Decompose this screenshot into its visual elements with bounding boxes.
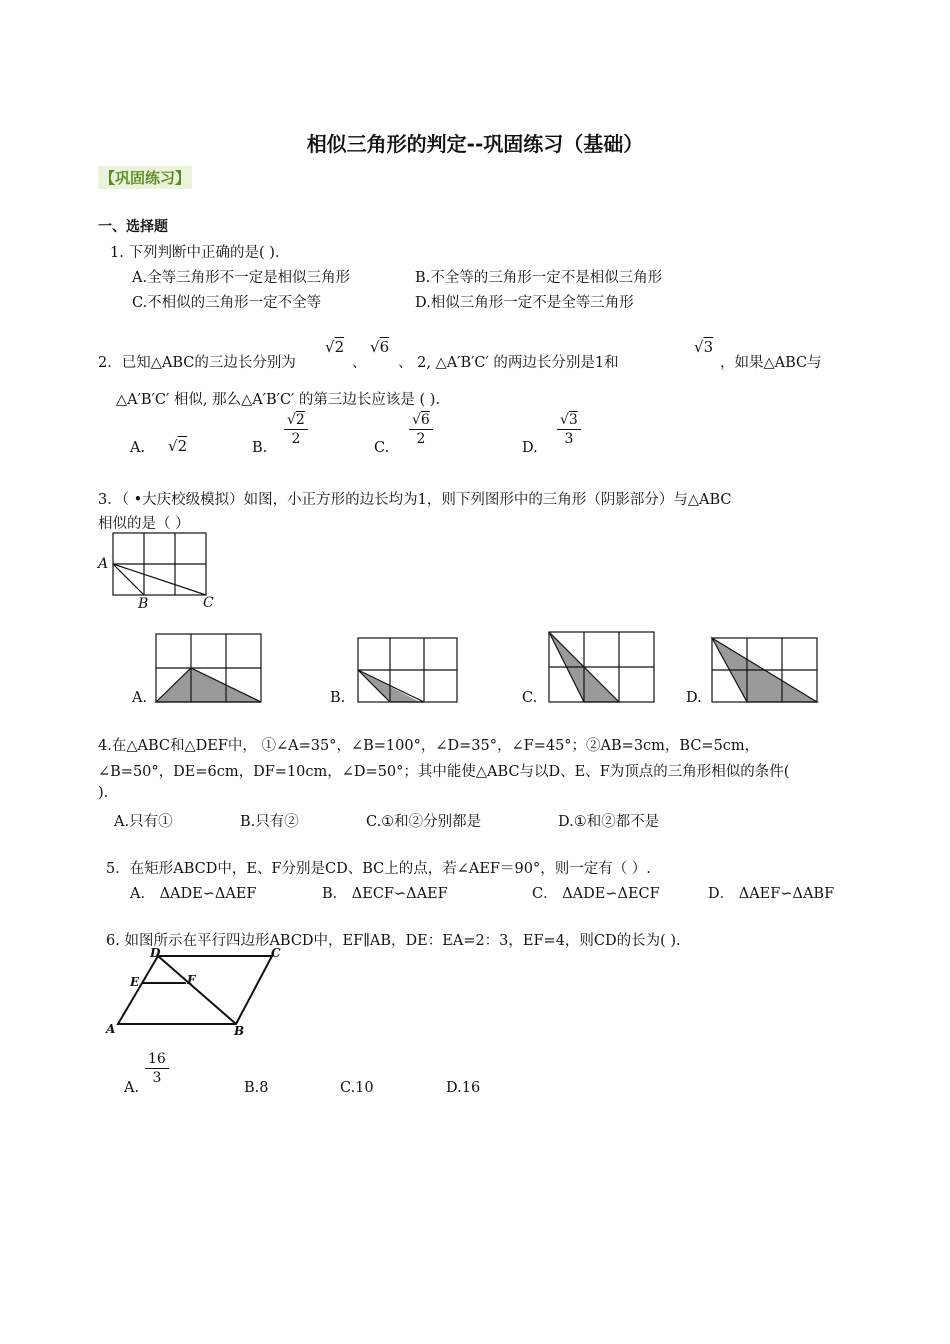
- q1-option-c: C.不相似的三角形一定不全等: [132, 295, 322, 311]
- q6-option-d: D.16: [446, 1080, 481, 1096]
- q6-option-a: A.: [124, 1080, 140, 1096]
- q6-label-c: C: [271, 946, 281, 960]
- q3-option-c-figure: [543, 628, 659, 706]
- section-heading: 一、选择题: [98, 219, 168, 235]
- q2-sqrt3-radicand: 3: [703, 338, 714, 356]
- q3-option-c: C.: [522, 690, 538, 706]
- section-tag: 【巩固练习】: [98, 166, 192, 189]
- q2-option-c-fraction: $\frac{√6}{2}$: [409, 412, 433, 447]
- q1-option-d: D.相似三角形一定不是全等三角形: [415, 295, 634, 311]
- q6-option-b: B.8: [244, 1080, 269, 1096]
- q2-sqrt2: √2: [325, 338, 345, 356]
- q1-option-b: B.不全等的三角形一定不是相似三角形: [415, 270, 663, 286]
- q5-option-c: C． ΔADE∽ΔECF: [532, 886, 660, 902]
- q6-option-a-fraction: $\frac{16}{3}$: [145, 1051, 169, 1086]
- q2-option-b-fraction: $\frac{√2}{2}$: [284, 412, 308, 447]
- q2-stem-part1: 2．已知△ABC的三边长分别为: [98, 355, 296, 371]
- q2-sep2: 、 2, △A′B′C′ 的两边长分别是1和: [398, 355, 619, 371]
- q4-line3: ).: [98, 785, 109, 801]
- q2-stem-part2: ，如果△ABC与: [720, 355, 822, 371]
- q6-option-c: C.10: [340, 1080, 374, 1096]
- q2-option-d: D.: [522, 440, 538, 456]
- q3-option-d: D.: [686, 690, 702, 706]
- q6-label-b: B: [234, 1024, 245, 1038]
- q5-option-d: D． ΔAEF∽ΔABF: [708, 886, 835, 902]
- q2-sqrt6-radicand: 6: [379, 338, 390, 356]
- q6-label-d: D: [150, 946, 161, 960]
- q1-option-a: A.全等三角形不一定是相似三角形: [132, 270, 351, 286]
- q2-option-d-fraction: $\frac{√3}{3}$: [557, 412, 581, 447]
- q6-label-f: F: [187, 973, 196, 987]
- q2-sep1: 、: [352, 355, 367, 371]
- q2-line2: △A′B′C′ 相似, 那么△A′B′C′ 的第三边长应该是 ( ).: [116, 392, 441, 408]
- q3-line2: 相似的是（ ）: [98, 516, 190, 532]
- q5-option-a: A． ΔADE∽ΔAEF: [130, 886, 257, 902]
- q3-label-c: C: [203, 595, 214, 611]
- q4-line2: ∠B=50°，DE=6cm，DF=10cm，∠D=50°；其中能使△ABC与以D、E、F为顶点的三角形相似的条件(: [98, 764, 790, 780]
- q6-parallelogram-figure: [100, 944, 300, 1040]
- q4-option-d: D.①和②都不是: [558, 814, 660, 830]
- q5-stem: 5．在矩形ABCD中，E、F分别是CD、BC上的点，若∠AEF＝90°，则一定有（ ）.: [106, 861, 651, 877]
- q4-option-b: B.只有②: [240, 814, 299, 830]
- q3-label-a: A: [98, 556, 109, 572]
- q3-label-b: B: [138, 596, 149, 612]
- q3-option-d-figure: [706, 632, 822, 706]
- q3-option-b: B.: [330, 690, 346, 706]
- q4-line1: 4.在△ABC和△DEF中， ①∠A=35°，∠B=100°，∠D=35°，∠F=45°；②AB=3cm，BC=5cm，: [98, 738, 760, 754]
- q4-option-c: C.①和②分别都是: [366, 814, 482, 830]
- q2-sqrt2-radicand: 2: [334, 338, 345, 356]
- page-title: 相似三角形的判定--巩固练习（基础）: [306, 132, 644, 156]
- q2-sqrt6: √6: [370, 338, 390, 356]
- q4-option-a: A.只有①: [114, 814, 173, 830]
- q2-option-a-value: √2: [168, 437, 188, 455]
- q6-label-a: A: [106, 1022, 116, 1036]
- q2-option-b: B.: [252, 440, 268, 456]
- q1-stem: 1. 下列判断中正确的是( ).: [110, 245, 280, 261]
- q2-sqrt3: √3: [694, 338, 714, 356]
- q6-label-e: E: [130, 975, 140, 989]
- q3-option-a: A.: [132, 690, 148, 706]
- q6-stem: 6. 如图所示在平行四边形ABCD中，EF∥AB，DE：EA=2：3，EF=4，则CD的长为( ).: [106, 933, 681, 949]
- q3-option-b-figure: [352, 634, 462, 706]
- q2-option-a: A.: [130, 440, 146, 456]
- q3-option-a-figure: [150, 630, 266, 706]
- q5-option-b: B． ΔECF∽ΔAEF: [322, 886, 448, 902]
- q2-option-c: C.: [374, 440, 390, 456]
- q3-line1: 3．（ •大庆校级模拟）如图，小正方形的边长均为1，则下列图形中的三角形（阴影部分）与△ABC: [98, 492, 732, 508]
